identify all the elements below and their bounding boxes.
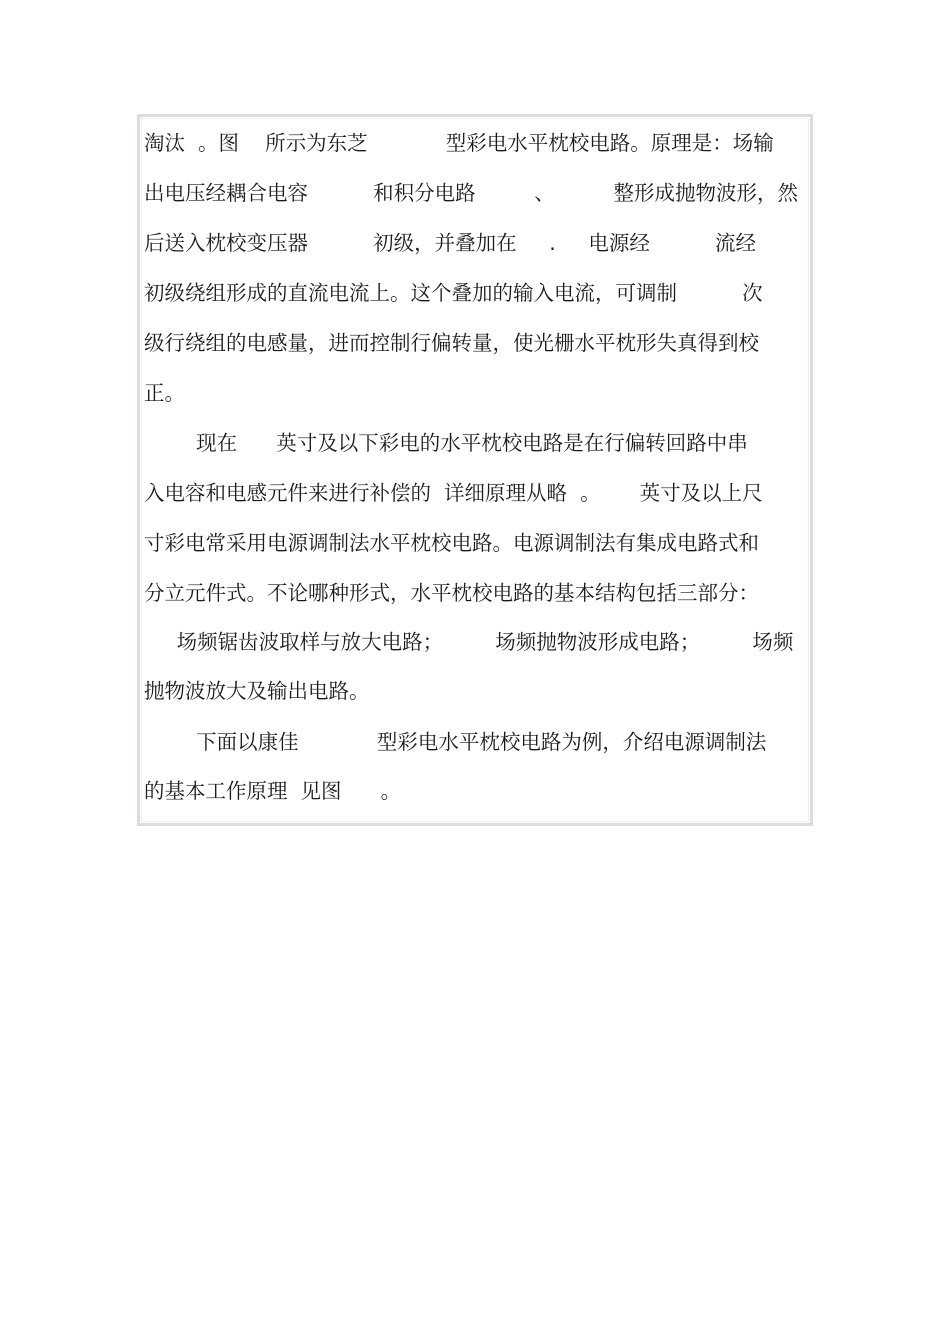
text-box-inner-border xyxy=(141,118,809,822)
text-line-14: 的基本工作原理 见图 。 xyxy=(144,779,402,803)
text-line-8: 入电容和电感元件来进行补偿的 详细原理从略 。 英寸及以上尺 xyxy=(144,481,763,505)
text-line-1: 淘汰 。图 所示为东芝 型彩电水平枕校电路。原理是：场输 xyxy=(144,131,774,155)
text-line-4: 初级绕组形成的直流电流上。这个叠加的输入电流，可调制 次 xyxy=(144,281,763,305)
text-line-12: 抛物波放大及输出电路。 xyxy=(144,679,370,703)
text-line-11: 场频锯齿波取样与放大电路； 场频抛物波形成电路； 场频 xyxy=(144,630,794,654)
text-line-13: 下面以康佳 型彩电水平枕校电路为例，介绍电源调制法 xyxy=(144,730,767,754)
text-box xyxy=(137,114,813,826)
text-line-3: 后送入枕校变压器 初级，并叠加在 . 电源经 流经 xyxy=(144,231,757,255)
text-line-6: 正。 xyxy=(144,381,185,405)
text-line-9: 寸彩电常采用电源调制法水平枕校电路。电源调制法有集成电路式和 xyxy=(144,531,759,555)
text-line-10: 分立元件式。不论哪种形式，水平枕校电路的基本结构包括三部分： xyxy=(144,581,759,605)
text-line-7: 现在 英寸及以下彩电的水平枕校电路是在行偏转回路中串 xyxy=(144,431,748,455)
text-line-5: 级行绕组的电感量，进而控制行偏转量，使光栅水平枕形失真得到校 xyxy=(144,331,759,355)
text-line-2: 出电压经耦合电容 和积分电路 、 整形成抛物波形，然 xyxy=(144,181,798,205)
